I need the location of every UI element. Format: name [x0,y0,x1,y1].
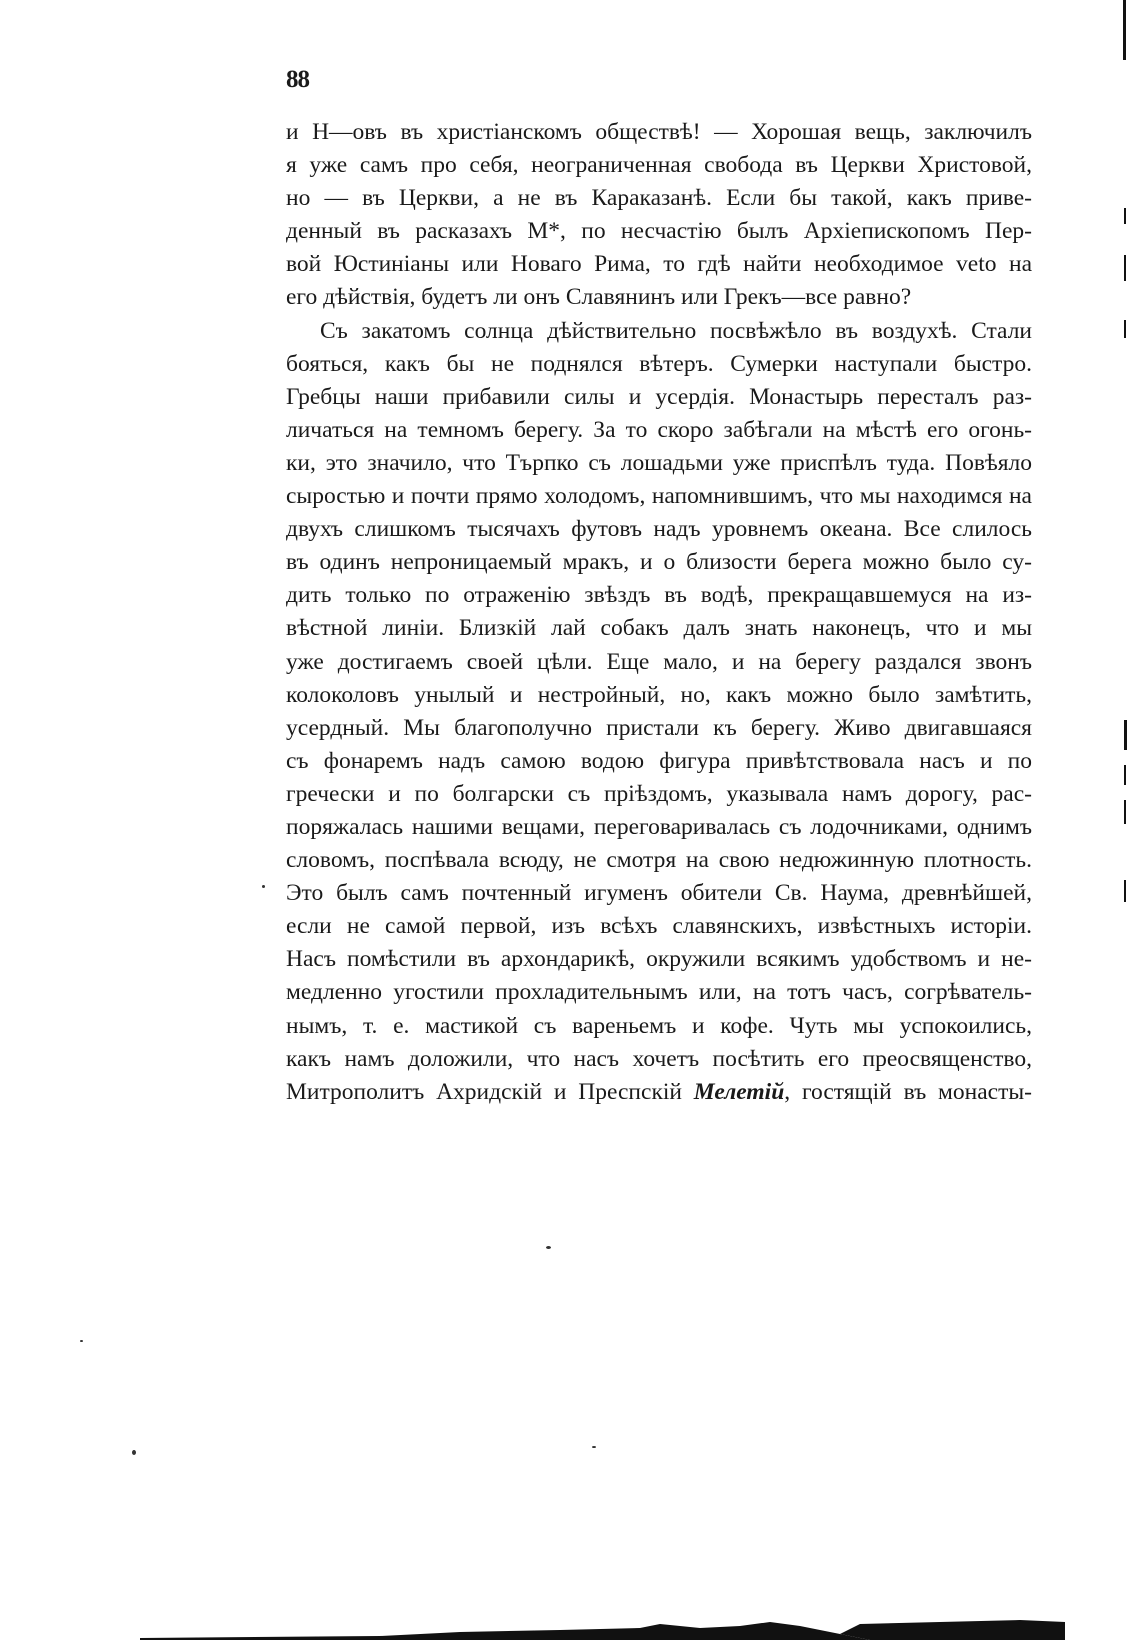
text-line: колоколовъ унылый и нестройный, но, какъ можно было замѣтить, [286,681,1032,708]
text-line: Гребцы наши прибавили силы и усердія. Монастырь пересталъ раз- [286,383,1032,410]
italic-name: Мелетій [693,1078,785,1105]
text-line: если не самой первой, изъ всѣхъ славянскихъ, извѣстныхъ исторіи. [286,913,1032,940]
text-line: Съ закатомъ солнца дѣйствительно посвѣжѣло въ воздухѣ. Стали [320,317,1032,344]
scan-edge-mark [1124,720,1127,750]
page-number: 88 [286,66,309,93]
line-text-after: , гостящій въ монасты- [784,1078,1032,1105]
text-line: словомъ, поспѣвала всюду, не смотря на свою недюжинную плотность. [286,847,1032,874]
scan-edge-mark [1123,0,1126,60]
text-line: денный въ расказахъ М*, по несчастію былъ Архіепископомъ Пер- [286,218,1032,245]
scan-speck [262,885,265,888]
text-line: гречески и по болгарски съ пріѣздомъ, указывала намъ дорогу, рас- [286,780,1032,807]
text-line: медленно угостили прохладительнымъ или, на тотъ часъ, согрѣватель- [286,979,1032,1006]
text-line: Насъ помѣстили въ архондарикѣ, окружили всякимъ удобствомъ и не- [286,946,1032,973]
text-line: бояться, какъ бы не поднялся вѣтеръ. Сумерки наступали быстро. [286,350,1032,377]
text-line: въ одинъ непроницаемый мракъ, и о близости берега можно было су- [286,549,1032,576]
text-line: личаться на темномъ берегу. За то скоро забѣгали на мѣстѣ его огонь- [286,416,1032,443]
text-line: уже достигаемъ своей цѣли. Еще мало, и на берегу раздался звонъ [286,648,1032,675]
text-line-final [286,1076,1032,1109]
text-line: усердный. Мы благополучно пристали къ берегу. Живо двигавшаяся [286,714,1032,741]
scan-edge-mark [1124,800,1126,824]
body-text [286,116,1032,1109]
scan-edge-mark [1124,208,1126,224]
scan-edge-mark [1124,880,1126,902]
paragraph-2 [286,315,1032,1109]
text-line: вѣстной линіи. Близкій лай собакъ далъ знать наконецъ, что и мы [286,615,1032,642]
text-line: Это былъ самъ почтенный игуменъ обители Св. Наума, древнѣйшей, [286,880,1032,907]
text-line: нымъ, т. е. мастикой съ вареньемъ и кофе. Чуть мы успокоились, [286,1012,1032,1039]
scan-edge-mark [1124,765,1126,785]
line-text-before: Митрополитъ Ахридскій и Преспскій [286,1078,694,1105]
scan-speck [80,1340,83,1342]
paragraph-1 [286,116,1032,315]
text-line: вой Юстиніаны или Новаго Рима, то гдѣ найти необходимое veto на [286,251,1032,278]
text-line: поряжалась нашими вещами, переговаривалась съ лодочниками, однимъ [286,813,1032,840]
text-line: двухъ слишкомъ тысячахъ футовъ надъ уровнемъ океана. Все слилось [286,516,1032,543]
scan-speck [132,1450,136,1455]
text-line: но — въ Церкви, а не въ Караказанѣ. Если бы такой, какъ приве- [286,185,1032,212]
text-line: сыростью и почти прямо холодомъ, напомнившимъ, что мы находимся на [286,483,1032,510]
scan-edge-mark [1124,255,1126,281]
scan-edge-mark [1124,320,1126,338]
text-line: я уже самъ про себя, неограниченная свобода въ Церкви Христовой, [286,152,1032,179]
text-line: и Н—овъ въ христіанскомъ обществѣ! — Хорошая вещь, заключилъ [286,119,1032,145]
scan-bottom-smudge [140,1610,1065,1640]
text-line: съ фонаремъ надъ самою водою фигура привѣтствовала насъ и по [286,747,1032,774]
text-line: дить только по отраженію звѣздъ въ водѣ, прекращавшемуся на из- [286,582,1032,609]
scan-speck [546,1246,551,1249]
text-line: ки, это значило, что Търпко съ лошадьми уже приспѣлъ туда. Повѣяло [286,449,1032,476]
text-line: его дѣйствія, будетъ ли онъ Славянинъ или Грекъ—все равно? [286,284,912,311]
text-line: какъ намъ доложили, что насъ хочетъ посѣтить его преосвященство, [286,1045,1032,1072]
scan-speck [592,1446,596,1448]
